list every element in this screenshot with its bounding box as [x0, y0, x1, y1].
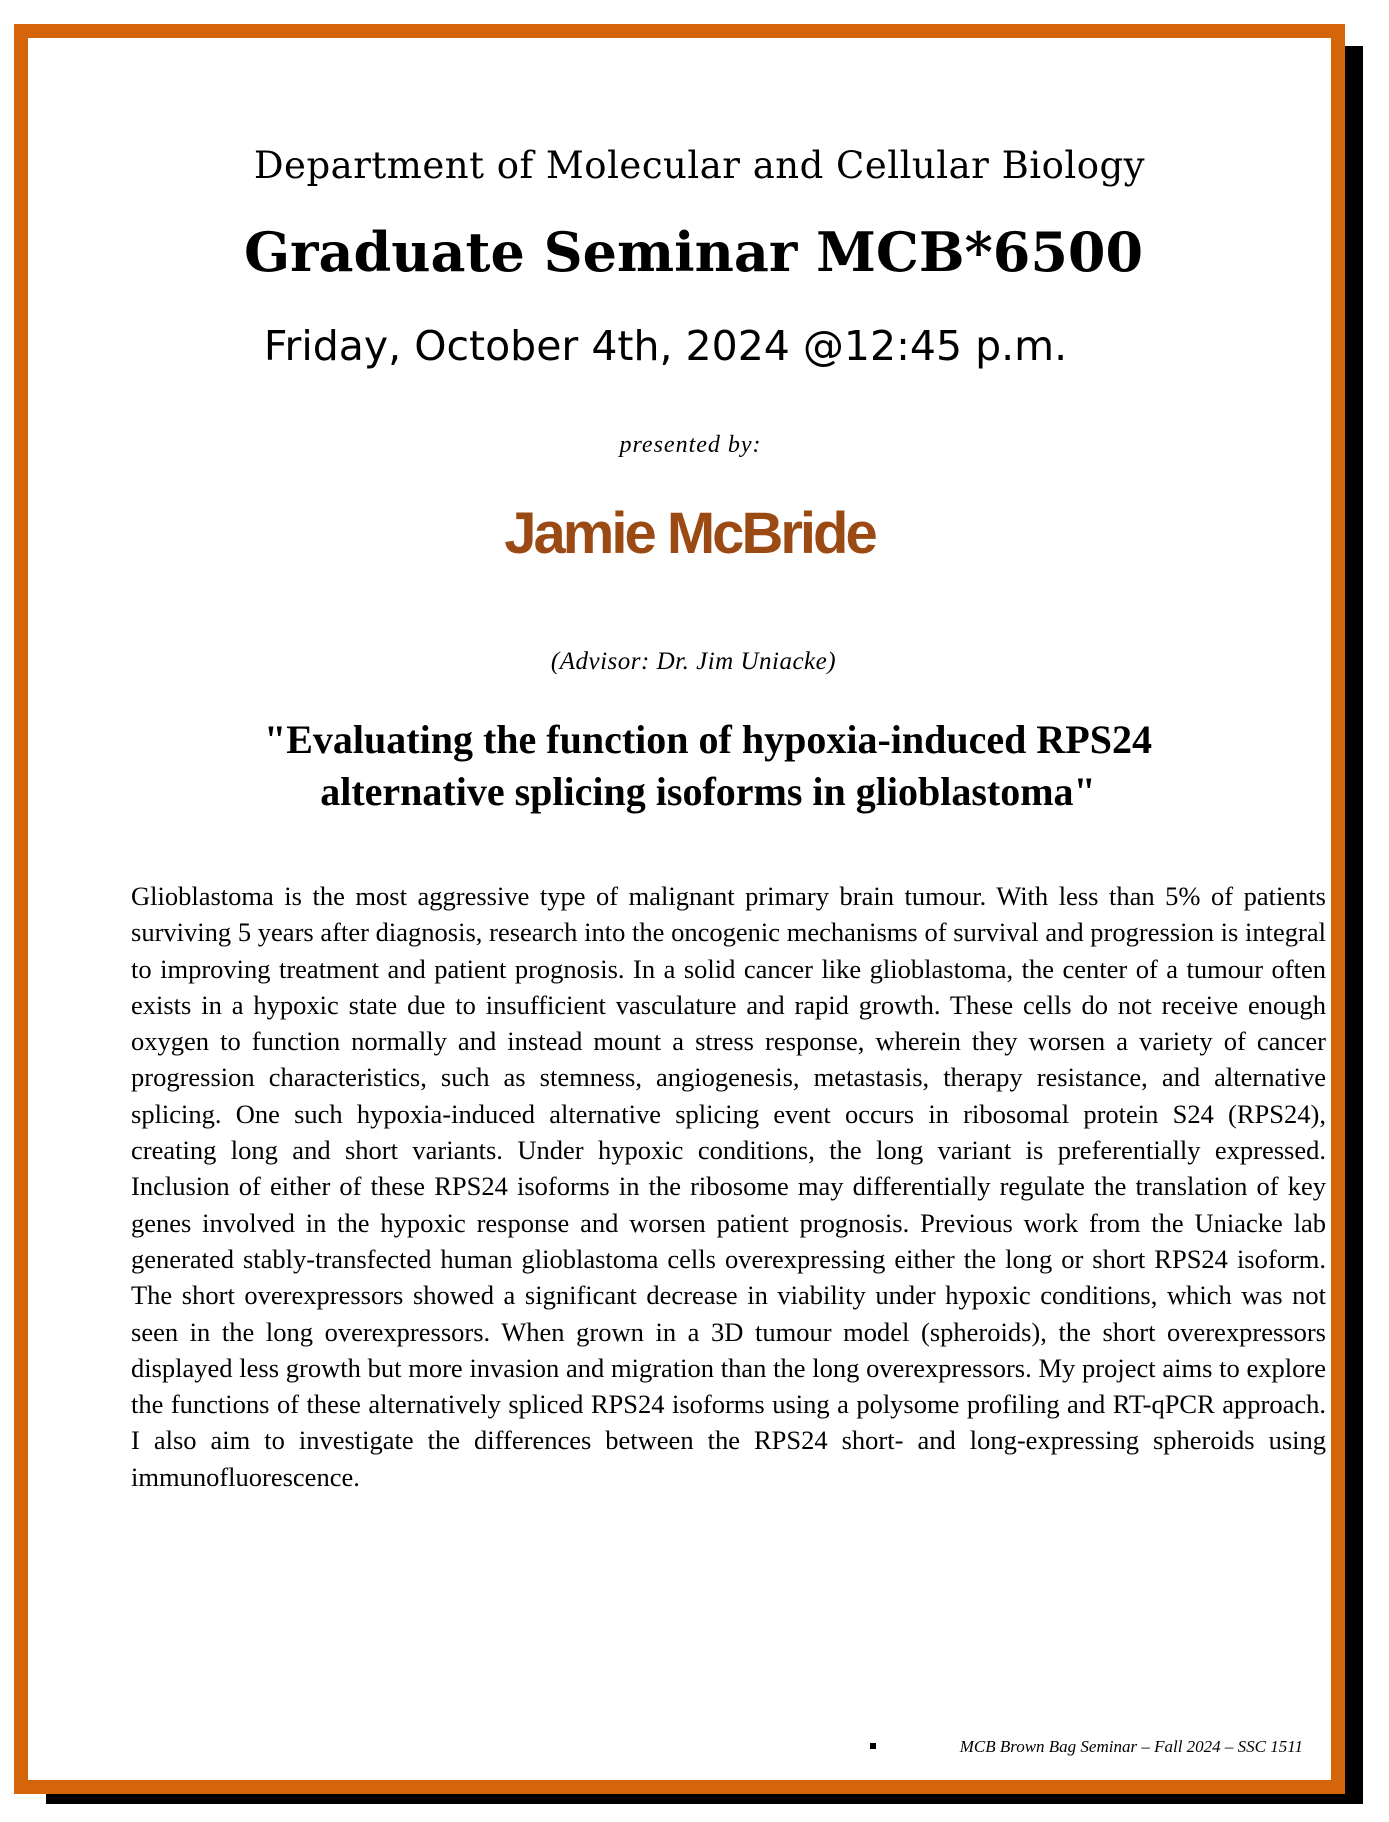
abstract-text: Glioblastoma is the most aggressive type of malignant primary brain tumour. With less than 5% of patients surviving 5 years after diagnosis, research into the oncogenic mechanisms of survival and progression is integral to improving treatment and patient prognosis. In a solid cancer like glioblastoma, the center of a tumour often exists in a hypoxic state due to insufficient vasculature and rapid growth. These cells do not receive enough oxygen to function normally and instead mount a stress response, wherein they worsen a variety of cancer progression characteristics, such as stemness, angiogenesis, metastasis, therapy resistance, and alternative splicing. One such hypoxia-induced alternative splicing event occurs in ribosomal protein S24 (RPS24), creating long and short variants. Under hypoxic conditions, the long variant is preferentially expressed. Inclusion of either of these RPS24 isoforms in the ribosome may differentially regulate the translation of key genes involved in the hypoxic response and worsen patient prognosis. Previous work from the Uniacke lab generated stably-transfected human glioblastoma cells overexpressing either the long or short RPS24 isoform. The short overexpressors showed a significant decrease in viability under hypoxic conditions, which was not seen in the long overexpressors. When grown in a 3D tumour model (spheroids), the short overexpressors displayed less growth but more invasion and migration than the long overexpressors. My project aims to explore the functions of these alternatively spliced RPS24 isoforms using a polysome profiling and RT-qPCR approach. I also aim to investigate the differences between the RPS24 short- and long-expressing spheroids using immunofluorescence.: [131, 881, 1326, 1492]
seminar-datetime: Friday, October 4th, 2024 @12:45 p.m.: [263, 322, 1068, 370]
department-name: Department of Molecular and Cellular Biology: [253, 144, 1146, 187]
poster-frame: [14, 24, 1345, 1794]
footer-bullet-icon: [870, 1743, 876, 1749]
talk-title-line-1: "Evaluating the function of hypoxia-induced RPS24: [264, 717, 1152, 762]
presented-by-label: presented by:: [619, 432, 762, 458]
footer-note: MCB Brown Bag Seminar – Fall 2024 – SSC 1511: [959, 1737, 1303, 1756]
talk-title-line-2: alternative splicing isoforms in glioblastoma": [320, 769, 1096, 814]
advisor-line: (Advisor: Dr. Jim Uniacke): [550, 648, 837, 675]
seminar-title: Graduate Seminar MCB*6500: [243, 220, 1144, 284]
presenter-name: Jamie McBride: [504, 501, 875, 566]
talk-title: [128, 714, 1288, 818]
